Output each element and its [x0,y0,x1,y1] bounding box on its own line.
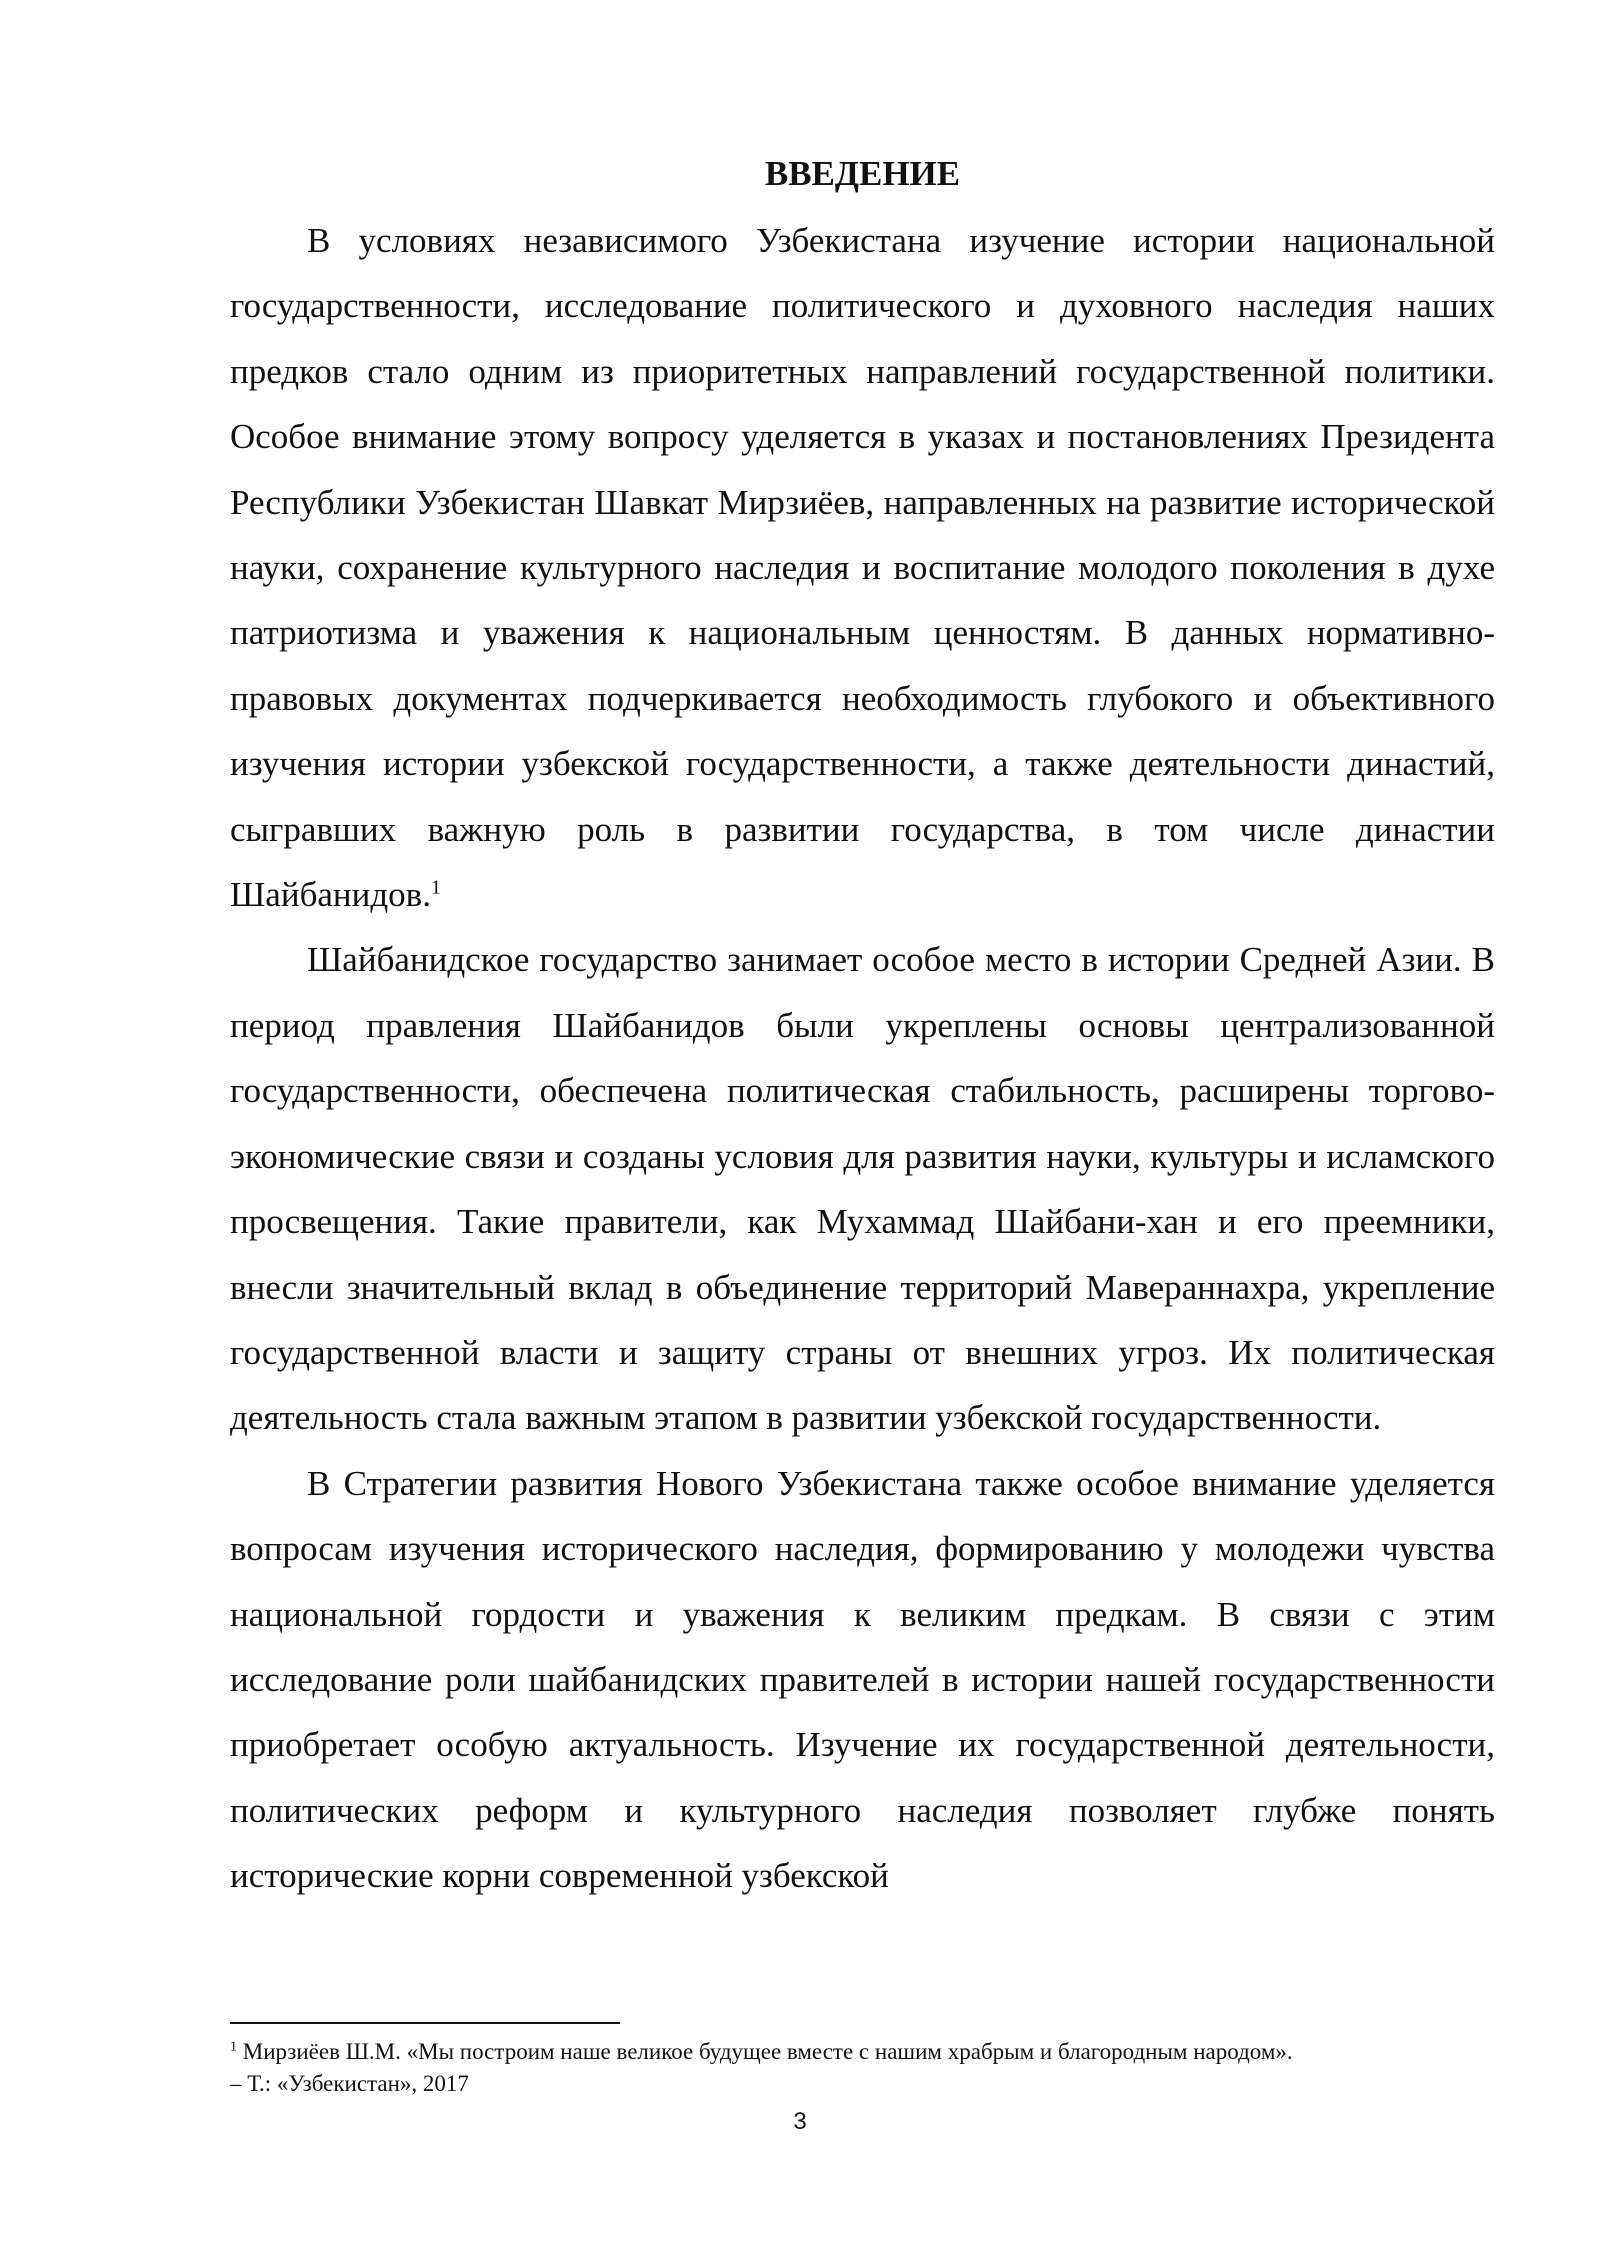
paragraph-1-text: В условиях независимого Узбекистана изучение истории национальной государственности, исследование политического и духовного наследия наших предков стало одним из приоритетных направлений государственной политики. Особое внимание этому вопросу уделяется в указах и постановлениях Президента Республики Узбекистан Шавкат Мирзиёев, направленных на развитие исторической науки, сохранение культурного наследия и воспитание молодого поколения в духе патриотизма и уважения к национальным ценностям. В данных нормативно-правовых документах подчеркивается необходимость глубокого и объективного изучения истории узбекской государственности, а также деятельности династий, сыгравших важную роль в развитии государства, в том числе династии Шайбанидов. [230,221,1495,915]
body-text [230,208,1495,1909]
footnote [230,2036,1495,2100]
footnote-line-1: Мирзиёев Ш.М. «Мы построим наше великое будущее вместе с нашим храбрым и благородным народом». [242,2039,1293,2064]
footnote-reference[interactable]: 1 [430,876,441,899]
paragraph-1 [230,208,1495,927]
paragraph-2: Шайбанидское государство занимает особое место в истории Средней Азии. В период правления Шайбанидов были укреплены основы централизованной государственности, обеспечена политическая стабильность, расширены торгово-экономические связи и созданы условия для развития науки, культуры и исламского просвещения. Такие правители, как Мухаммад Шайбани-хан и его преемники, внесли значительный вклад в объединение территорий Мавераннахра, укрепление государственной власти и защиту страны от внешних угроз. Их политическая деятельность стала важным этапом в развитии узбекской государственности. [230,940,1495,1438]
page-number: 3 [793,2108,807,2135]
paragraph-3: В Стратегии развития Нового Узбекистана также особое внимание уделяется вопросам изучения исторического наследия, формированию у молодежи чувства национальной гордости и уважения к великим предкам. В связи с этим исследование роли шайбанидских правителей в истории нашей государственности приобретает особую актуальность. Изучение их государственной деятельности, политических реформ и культурного наследия позволяет глубже понять исторические корни современной узбекской [230,1463,1495,1896]
page-heading: ВВЕДЕНИЕ [764,154,961,193]
footnote-divider [230,2022,620,2024]
footnote-line-2: – Т.: «Узбекистан», 2017 [230,2071,469,2096]
footnote-marker: 1 [230,2039,237,2055]
